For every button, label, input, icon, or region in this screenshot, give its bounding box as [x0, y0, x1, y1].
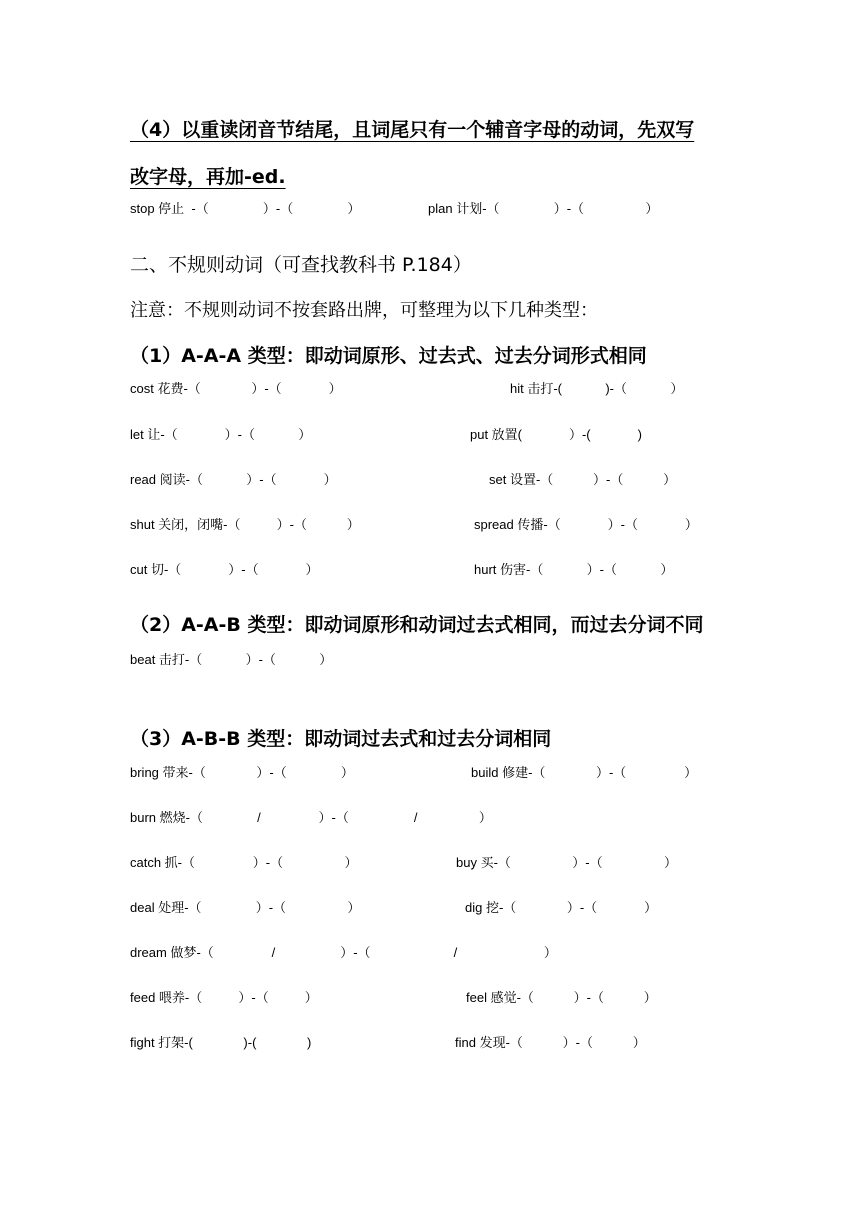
example-cut: cut 切-（ ）-（ ） [130, 562, 319, 577]
example-cost: cost 花费-（ ）-（ ） [130, 381, 342, 396]
example-feel: feel 感觉-（ ）-（ ） [466, 990, 657, 1005]
example-build: build 修建-（ ）-（ ） [471, 765, 698, 780]
example-plan: plan 计划-（ ）-（ ） [428, 201, 659, 216]
example-stop: stop 停止 -（ ）-（ ） [130, 201, 361, 216]
example-hit: hit 击打-( )-（ ） [510, 381, 684, 396]
example-beat: beat 击打-（ ）-（ ） [130, 652, 333, 667]
example-dig: dig 挖-（ ）-（ ） [465, 900, 658, 915]
example-set: set 设置-（ ）-（ ） [489, 472, 677, 487]
example-find: find 发现-（ ）-（ ） [455, 1035, 646, 1050]
type-abb-title: （3）A-B-B 类型：即动词过去式和过去分词相同 [130, 728, 552, 750]
example-burn: burn 燃烧-（ / ）-（ / ） [130, 810, 492, 825]
type-aaa-title: （1）A-A-A 类型：即动词原形、过去式、过去分词形式相同 [130, 345, 647, 367]
example-spread: spread 传播-（ ）-（ ） [474, 517, 698, 532]
section2-title: 二、不规则动词（可查找教科书 P.184） [130, 254, 472, 276]
example-fight: fight 打架-( )-( ) [130, 1035, 312, 1050]
example-catch: catch 抓-（ ）-（ ） [130, 855, 358, 870]
rule4-heading-line1: （4）以重读闭音节结尾，且词尾只有一个辅音字母的动词，先双写 [130, 119, 695, 141]
example-bring: bring 带来-（ ）-（ ） [130, 765, 354, 780]
example-let: let 让-（ ）-（ ） [130, 427, 312, 442]
rule4-heading-line2: 改字母，再加-ed. [130, 166, 286, 188]
example-read: read 阅读-（ ）-（ ） [130, 472, 337, 487]
type-aab-title: （2）A-A-B 类型：即动词原形和动词过去式相同，而过去分词不同 [130, 614, 704, 636]
example-feed: feed 喂养-（ ）-（ ） [130, 990, 318, 1005]
example-hurt: hurt 伤害-（ ）-（ ） [474, 562, 674, 577]
example-put: put 放置( ）-( ) [470, 427, 642, 442]
section2-note: 注意：不规则动词不按套路出牌，可整理为以下几种类型： [130, 300, 598, 321]
example-shut: shut 关闭，闭嘴-（ ）-（ ） [130, 517, 360, 532]
example-dream: dream 做梦-（ / ）-（ / ） [130, 945, 557, 960]
example-buy: buy 买-（ ）-（ ） [456, 855, 678, 870]
example-deal: deal 处理-（ ）-（ ） [130, 900, 361, 915]
